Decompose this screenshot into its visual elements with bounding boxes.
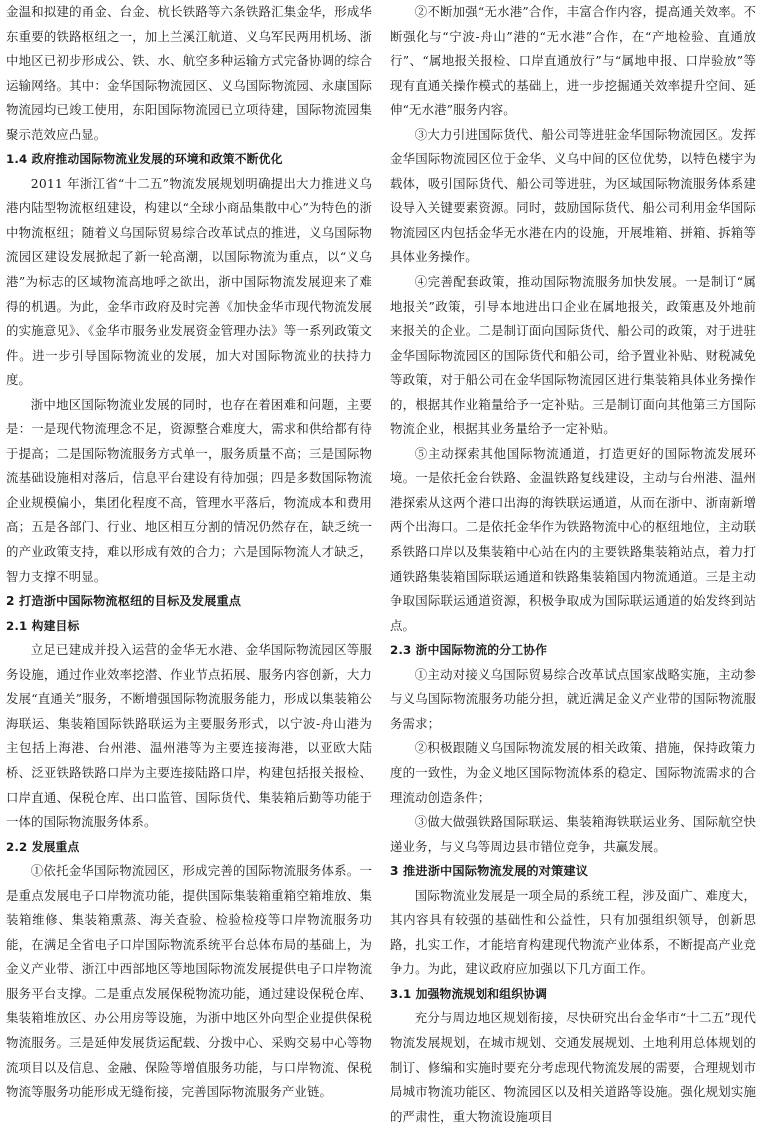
section-title: 发展重点 [31, 839, 80, 854]
right-column [390, 0, 756, 1129]
section-heading [6, 147, 372, 172]
paragraph: ③做大做强铁路国际联运、集装箱海铁联运业务、国际航空快递业务，与义乌等周边县市错位竞争，共赢发展。 [390, 814, 756, 854]
section-heading [390, 982, 756, 1007]
left-column [6, 0, 372, 1105]
paragraph: ①主动对接义乌国际贸易综合改革试点国家战略实施，主动参与义乌国际物流服务功能分担，就近满足金义产业带的国际物流服务需求； [390, 666, 756, 731]
section-heading [390, 859, 756, 884]
paragraph: 充分与周边地区规划衔接，尽快研究出台金华市“十二五”现代物流发展规划，在城市规划、交通发展规划、土地利用总体规划的制订、修编和实施时要充分考虑现代物流发展的需要，合理规划市局城市物流功能区、物流园区以及相关道路等设施。强化规划实施的严肃性，重大物流设施项目 [390, 1010, 756, 1124]
paragraph: 2011 年浙江省“十二五”物流发展规划明确提出大力推进义乌港内陆型物流枢纽建设，构建以“全球小商品集散中心”为特色的浙中物流枢纽；随着义乌国际贸易综合改革试点的推进，义乌国际物流园区建设发展掀起了新一轮高潮，以国际物流为重点，以“义乌港”为标志的区域物流高地呼之欲出，浙中国际物流发展迎来了难得的机遇。为此，金华市政府及时完善《加快金华市现代物流发展的实施意见》、《金华市服务业发展资金管理办法》等一系列政策文件。进一步引导国际物流业的发展，加大对国际物流业的扶持力度。 [6, 175, 372, 388]
section-title: 推进浙中国际物流发展的对策建议 [403, 864, 589, 879]
section-title: 构建目标 [31, 618, 80, 633]
section-heading [6, 614, 372, 639]
paragraph: ①依托金华国际物流园区，形成完善的国际物流服务体系。一是重点发展电子口岸物流功能，提供国际集装箱重箱空箱堆放、集装箱维修、集装箱熏蒸、海关查验、检验检疫等口岸物流服务功能，在满足全省电子口岸国际物流系统平台总体布局的基础上，为金义产业带、浙江中西部地区等地国际物流发展提供电子口岸物流服务平台支撑。二是重点发展保税物流功能，通过建设保税仓库、集装箱堆放区、办公用房等设施，为浙中地区外向型企业提供保税物流服务。三是延伸发展货运配载、分拨中心、采购交易中心等物流项目以及信息、金融、保险等增值服务功能，与口岸物流、保税物流等服务功能形成无缝衔接，完善国际物流服务产业链。 [6, 863, 372, 1100]
section-title: 打造浙中国际物流枢纽的目标及发展重点 [19, 594, 242, 609]
paragraph: ②不断加强“无水港”合作，丰富合作内容，提高通关效率。不断强化与“宁波-舟山”港的“无水港”合作，在“产地检验、直通放行”、“属地报关报检、口岸直通放行”与“属地申报、口岸验放”等现有直通关操作模式的基础上，进一步挖掘通关效率提升空间、延伸“无水港”服务内容。 [390, 4, 756, 118]
section-number: 2.3 [390, 643, 412, 658]
section-number: 2.1 [6, 618, 28, 633]
paragraph: 国际物流业发展是一项全局的系统工程，涉及面广、难度大，其内容具有较强的基础性和公益性，只有加强组织领导，创新思路，扎实工作，才能培育构建现代物流产业体系，不断提高产业竞争力。为此，建议政府应加强以下几方面工作。 [390, 887, 756, 977]
paragraph: ⑤主动探索其他国际物流通道，打造更好的国际物流发展环境。一是依托金台铁路、金温铁路复线建设，主动与台州港、温州港探索从这两个港口出海的海铁联运通道，从而在浙中、浙南新增两个出海口。二是依托金华作为铁路物流中心的枢纽地位，主动联系铁路口岸以及集装箱中心站在内的主要铁路集装箱站点，着力打通铁路集装箱国际联运通道和铁路集装箱国内物流通道。三是主动争取国际联运通道资源，积极争取成为国际联运通道的始发终到站点。 [390, 445, 756, 633]
paragraph: ③大力引进国际货代、船公司等进驻金华国际物流园区。发挥金华国际物流园区位于金华、义乌中间的区位优势，以特色楼宇为载体，吸引国际货代、船公司等进驻，为区域国际物流服务体系建设导入关键要素资源。同时，鼓励国际货代、船公司利用金华国际物流园区内包括金华无水港在内的设施，开展堆箱、拼箱、拆箱等具体业务操作。 [390, 126, 756, 265]
section-heading [6, 835, 372, 860]
paragraph: 金温和拟建的甬金、台金、杭长铁路等六条铁路汇集金华，形成华东重要的铁路枢纽之一，加上兰溪江航道、义乌军民两用机场、浙中地区已初步形成公、铁、水、航空多种运输方式完备协调的综合运输网络。其中：金华国际物流园区、义乌国际物流园、永康国际物流园均已竣工使用，东阳国际物流园已立项待建，国际物流园集聚示范效应凸显。 [6, 4, 372, 142]
section-number: 3 [390, 864, 399, 879]
paragraph: 立足已建成并投入运营的金华无水港、金华国际物流园区等服务设施，通过作业效率挖潜、作业节点拓展、服务内容创新，大力发展“直通关”服务，不断增强国际物流服务能力，形成以集装箱公海联运、集装箱国际铁路联运为主要服务形式，以宁波-舟山港为主包括上海港、台州港、温州港等为主要连接海港，以亚欧大陆桥、泛亚铁路铁路口岸为主要连接陆路口岸，构建包括报关报检、口岸直通、保税仓库、出口监管、国际货代、集装箱后勤等功能于一体的国际物流服务体系。 [6, 642, 372, 830]
section-title: 浙中国际物流的分工协作 [415, 643, 548, 658]
paragraph: 浙中地区国际物流业发展的同时，也存在着困难和问题，主要是：一是现代物流理念不足，资源整合难度大，需求和供给都有待于提高；二是国际物流服务方式单一，服务质量不高；三是国际物流基础设施相对落后，信息平台建设有待加强；四是多数国际物流企业规模偏小，集团化程度不高，管理水平落后，物流成本和费用高；五是各部门、行业、地区相互分割的情况仍然存在，缺乏统一的产业政策支持，难以形成有效的合力；六是国际物流人才缺乏，智力支撑不明显。 [6, 396, 372, 584]
section-number: 2.2 [6, 839, 28, 854]
paragraph: ②积极跟随义乌国际物流发展的相关政策、措施，保持政策力度的一致性，为金义地区国际物流体系的稳定、国际物流需求的合理流动创造条件； [390, 740, 756, 805]
section-heading [6, 589, 372, 614]
section-number: 3.1 [390, 986, 412, 1001]
section-heading [390, 638, 756, 663]
paragraph: ④完善配套政策，推动国际物流服务加快发展。一是制订“属地报关”政策，引导本地进出口企业在属地报关，政策惠及外地前来报关的企业。二是制订面向国际货代、船公司的政策，对于进驻金华国际物流园区的国际货代和船公司，给予置业补贴、财税减免等政策，对于船公司在金华国际物流园区进行集装箱具体业务操作的，根据其作业箱量给予一定补贴。三是制订面向其他第三方国际物流企业，根据其业务量给予一定补贴。 [390, 274, 756, 437]
section-number: 1.4 [6, 152, 28, 167]
section-number: 2 [6, 594, 15, 609]
section-title: 政府推动国际物流业发展的环境和政策不断优化 [31, 152, 283, 167]
column-divider [381, 0, 382, 1120]
section-title: 加强物流规划和组织协调 [415, 986, 548, 1001]
